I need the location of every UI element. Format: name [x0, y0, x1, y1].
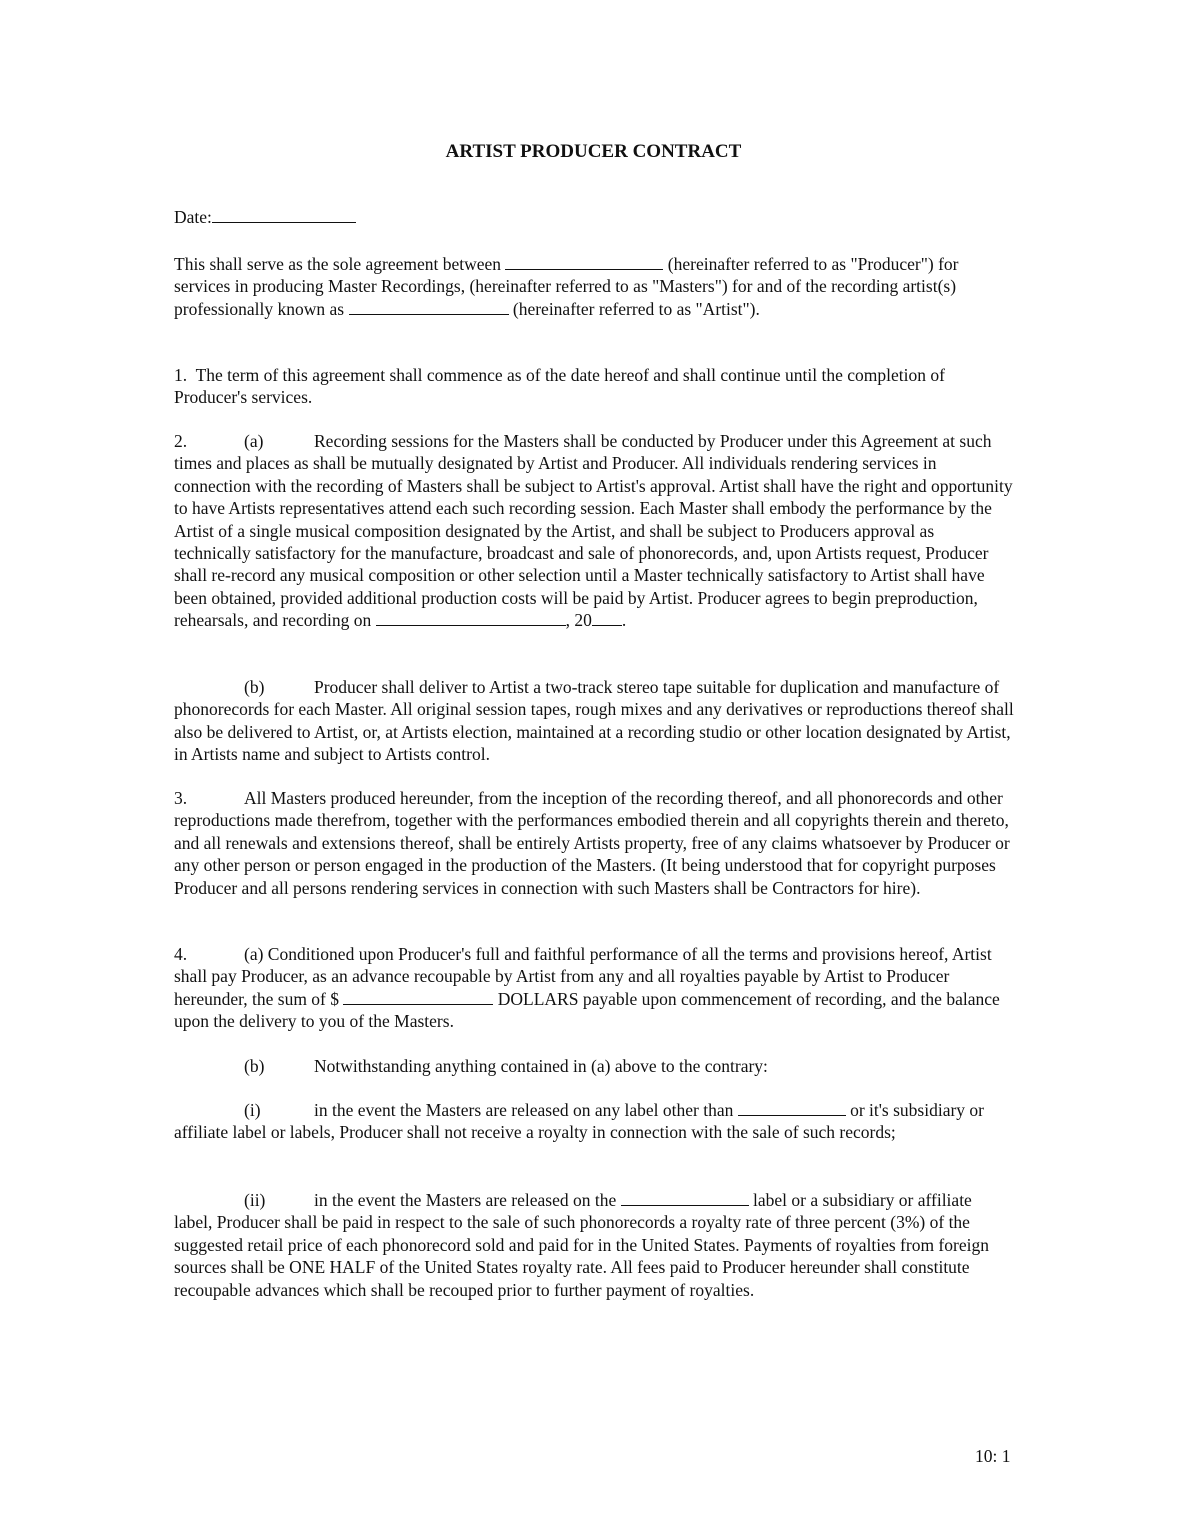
- section-1-text: The term of this agreement shall commence as of the date hereof and shall continue until the completion of Producer's services.: [174, 365, 945, 408]
- section-3: [174, 787, 1014, 899]
- section-2a-text: Recording sessions for the Masters shall be conducted by Producer under this Agreement at such times and places as shall be mutually designated by Artist and Producer. All individuals rendering services in connection with the recording of Masters shall be subject to Artist's approval. Artist shall have the right and opportunity to have Artists representatives attend each such recording session. Each Master shall embody the performance by the Artist of a single musical composition designated by the Artist, and shall be subject to Producers approval as technically satisfactory for the manufacture, broadcast and sale of phonorecords, and, upon Artists request, Producer shall re-record any musical composition or other selection until a Master technically satisfactory to Artist shall have been obtained, provided additional production costs will be paid by Artist. Producer agrees to begin preproduction, rehearsals, and recording on: [174, 431, 1013, 631]
- section-4a: [174, 943, 1014, 1033]
- artist-name-blank[interactable]: [349, 298, 509, 315]
- section-4b-ii-numeral: (ii): [244, 1190, 266, 1210]
- section-1-number: 1.: [174, 365, 188, 385]
- page-number: 10: 1: [975, 1446, 1011, 1466]
- section-2a-letter: (a): [244, 431, 264, 451]
- section-4b-text: Notwithstanding anything contained in (a) above to the contrary:: [314, 1056, 768, 1076]
- section-2b-text: Producer shall deliver to Artist a two-track stereo tape suitable for duplication and manufacture of phonorecords for each Master. All original session tapes, rough mixes and any derivatives or reproductions thereof shall also be delivered to Artist, or, at Artists election, maintained at a recording studio or other location designated by Artist, in Artists name and subject to Artists control.: [174, 677, 1014, 765]
- section-2a: [174, 430, 1014, 632]
- date-label: Date:: [174, 207, 212, 227]
- document-title: ARTIST PRODUCER CONTRACT: [445, 141, 742, 162]
- producer-name-blank[interactable]: [505, 253, 663, 270]
- intro-part3: (hereinafter referred to as "Artist").: [512, 298, 760, 319]
- date-line: [174, 206, 1014, 228]
- year-prefix: , 20: [565, 610, 592, 631]
- section-3-number: 3.: [174, 788, 188, 808]
- section-4b-i: [174, 1099, 1014, 1144]
- section-2-number: 2.: [174, 431, 188, 451]
- section-4b-i-numeral: (i): [244, 1100, 261, 1120]
- intro-paragraph: [174, 253, 1014, 320]
- section-2b-letter: (b): [244, 677, 265, 697]
- section-1: [174, 364, 1014, 409]
- intro-part2: (hereinafter referred to as "Producer") for services in producing Master Recordings, (hereinafter referred to as "Masters") for and of the recording artist(s) professionally known as: [174, 254, 959, 319]
- section-4b-ii: [174, 1189, 1014, 1301]
- release-label-blank[interactable]: [621, 1189, 749, 1206]
- section-4b-ii-text2: label or a subsidiary or affiliate label, Producer shall be paid in respect to the sale of such phonorecords a royalty rate of three percent (3%) of the suggested retail price of each phonorecord sold and paid for in the United States. Payments of royalties from foreign sources shall be ONE HALF of the United States royalty rate. All fees paid to Producer hereunder shall constitute recoupable advances which shall be recouped prior to further payment of royalties.: [174, 1190, 989, 1300]
- section-4b-letter: (b): [244, 1056, 265, 1076]
- date-blank[interactable]: [212, 206, 356, 223]
- section-4b-i-text1: in the event the Masters are released on any label other than: [314, 1100, 734, 1120]
- section-4b-ii-text1: in the event the Masters are released on the: [314, 1190, 617, 1210]
- section-4b-i-text2: or it's subsidiary or affiliate label or labels, Producer shall not receive a royalty in connection with the sale of such records;: [174, 1100, 985, 1143]
- label-other-than-blank[interactable]: [738, 1099, 846, 1116]
- section-2a-end: .: [621, 610, 627, 631]
- section-4a-text2: DOLLARS payable upon commencement of recording, and the balance upon the delivery to you of the Masters.: [174, 988, 1000, 1032]
- advance-amount-blank[interactable]: [343, 988, 493, 1005]
- year-blank[interactable]: [592, 609, 622, 626]
- section-2b: [174, 676, 1014, 766]
- section-4b: [174, 1055, 1014, 1077]
- intro-part1: This shall serve as the sole agreement between: [174, 254, 502, 274]
- section-3-text: All Masters produced hereunder, from the inception of the recording thereof, and all phonorecords and other reproductions made therefrom, together with the performances embodied therein and all copyrights therein and thereto, and all renewals and extensions thereof, shall be entirely Artists property, free of any claims whatsoever by Producer or any other person or person engaged in the production of the Masters. (It being understood that for copyright purposes Producer and all persons rendering services in connection with such Masters shall be Contractors for hire).: [174, 788, 1010, 898]
- section-4a-text1: (a) Conditioned upon Producer's full and faithful performance of all the terms and provisions hereof, Artist shall pay Producer, as an advance recoupable by Artist from any and all royalties payable by Artist to Producer hereunder, the sum of $: [174, 944, 992, 1009]
- start-date-blank[interactable]: [376, 609, 566, 626]
- section-4-number: 4.: [174, 944, 188, 964]
